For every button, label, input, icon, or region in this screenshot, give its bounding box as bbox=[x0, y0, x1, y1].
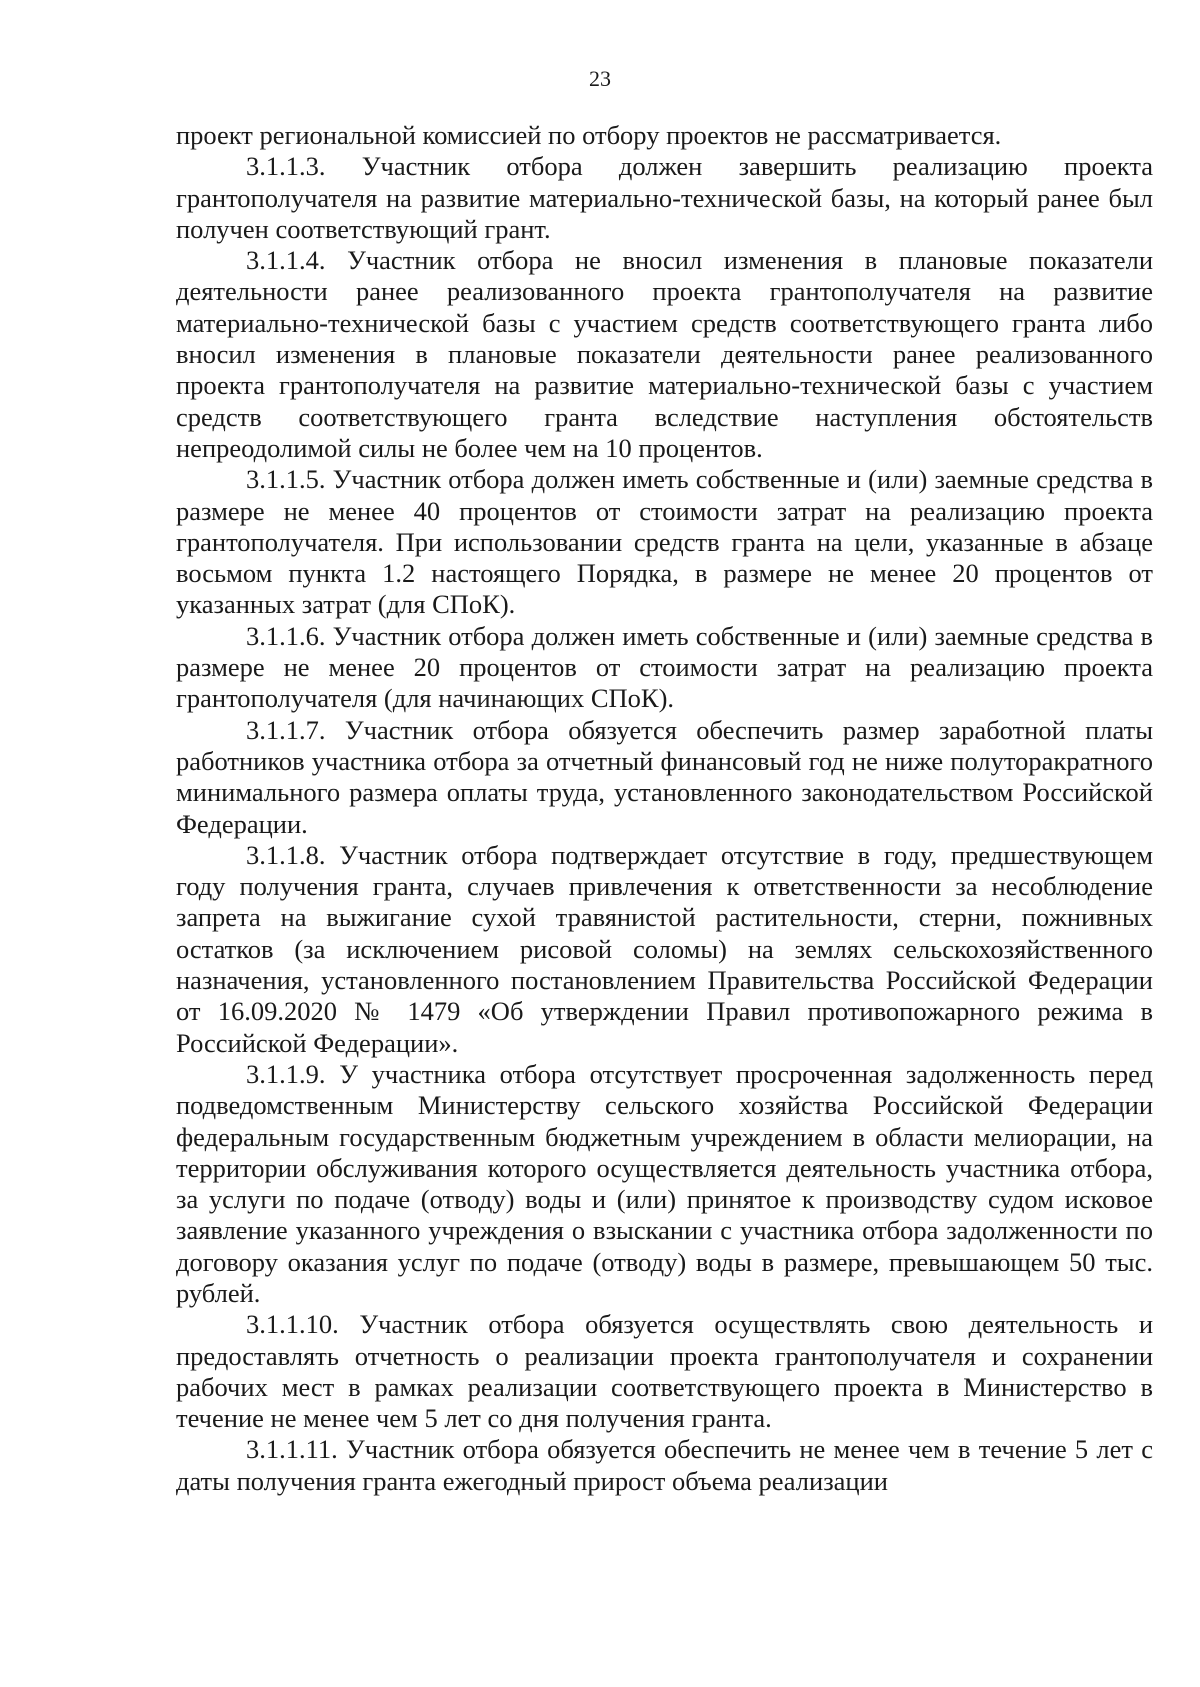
document-text-body bbox=[176, 120, 1153, 1497]
paragraph-3-1-1-3: 3.1.1.3. Участник отбора должен завершить реализацию проекта грантополучателя на развитие материально-технической базы, на который ранее был получен соответствующий грант. bbox=[176, 151, 1153, 244]
paragraph-3-1-1-10: 3.1.1.10. Участник отбора обязуется осуществлять свою деятельность и предоставлять отчетность о реализации проекта грантополучателя и сохранении рабочих мест в рамках реализации соответствующего проекта в Министерство в течение не менее чем 5 лет со дня получения гранта. bbox=[176, 1309, 1153, 1434]
paragraph-3-1-1-4: 3.1.1.4. Участник отбора не вносил изменения в плановые показатели деятельности ранее реализованного проекта грантополучателя на развитие материально-технической базы с участием средств соответствующего гранта либо вносил изменения в плановые показатели деятельности ранее реализованного проекта грантополучателя на развитие материально-технической базы с участием средств соответствующего гранта вследствие наступления обстоятельств непреодолимой силы не более чем на 10 процентов. bbox=[176, 245, 1153, 463]
paragraph-3-1-1-8: 3.1.1.8. Участник отбора подтверждает отсутствие в году, предшествующем году получения гранта, случаев привлечения к ответственности за несоблюдение запрета на выжигание сухой травянистой растительности, стерни, пожнивных остатков (за исключением рисовой соломы) на землях сельскохозяйственного назначения, установленного постановлением Правительства Российской Федерации от 16.09.2020 № 1479 «Об утверждении Правил противопожарного режима в Российской Федерации». bbox=[176, 839, 1153, 1058]
paragraph-3-1-1-9: 3.1.1.9. У участника отбора отсутствует просроченная задолженность перед подведомственным Министерству сельского хозяйства Российской Федерации федеральным государственным бюджетным учреждением в области мелиорации, на территории обслуживания которого осуществляется деятельность участника отбора, за услуги по подаче (отводу) воды и (или) принятое к производству судом исковое заявление указанного учреждения о взыскании с участника отбора задолженности по договору оказания услуг по подаче (отводу) воды в размере, превышающем 50 тыс. рублей. bbox=[176, 1058, 1153, 1308]
paragraph-continuation: проект региональной комиссией по отбору проектов не рассматривается. bbox=[176, 120, 1002, 150]
paragraph-3-1-1-11: 3.1.1.11. Участник отбора обязуется обеспечить не менее чем в течение 5 лет с даты получения гранта ежегодный прирост объема реализации bbox=[176, 1434, 1153, 1496]
paragraph-3-1-1-6: 3.1.1.6. Участник отбора должен иметь собственные и (или) заемные средства в размере не менее 20 процентов от стоимости затрат на реализацию проекта грантополучателя (для начинающих СПоК). bbox=[176, 620, 1153, 714]
paragraph-3-1-1-7: 3.1.1.7. Участник отбора обязуется обеспечить размер заработной платы работников участника отбора за отчетный финансовый год не ниже полуторакратного минимального размера оплаты труда, установленного законодательством Российской Федерации. bbox=[176, 714, 1153, 839]
paragraph-3-1-1-5: 3.1.1.5. Участник отбора должен иметь собственные и (или) заемные средства в размере не менее 40 процентов от стоимости затрат на реализацию проекта грантополучателя. При использовании средств гранта на цели, указанные в абзаце восьмом пункта 1.2 настоящего Порядка, в размере не менее 20 процентов от указанных затрат (для СПоК). bbox=[176, 464, 1153, 620]
page-number: 23 bbox=[589, 66, 611, 91]
